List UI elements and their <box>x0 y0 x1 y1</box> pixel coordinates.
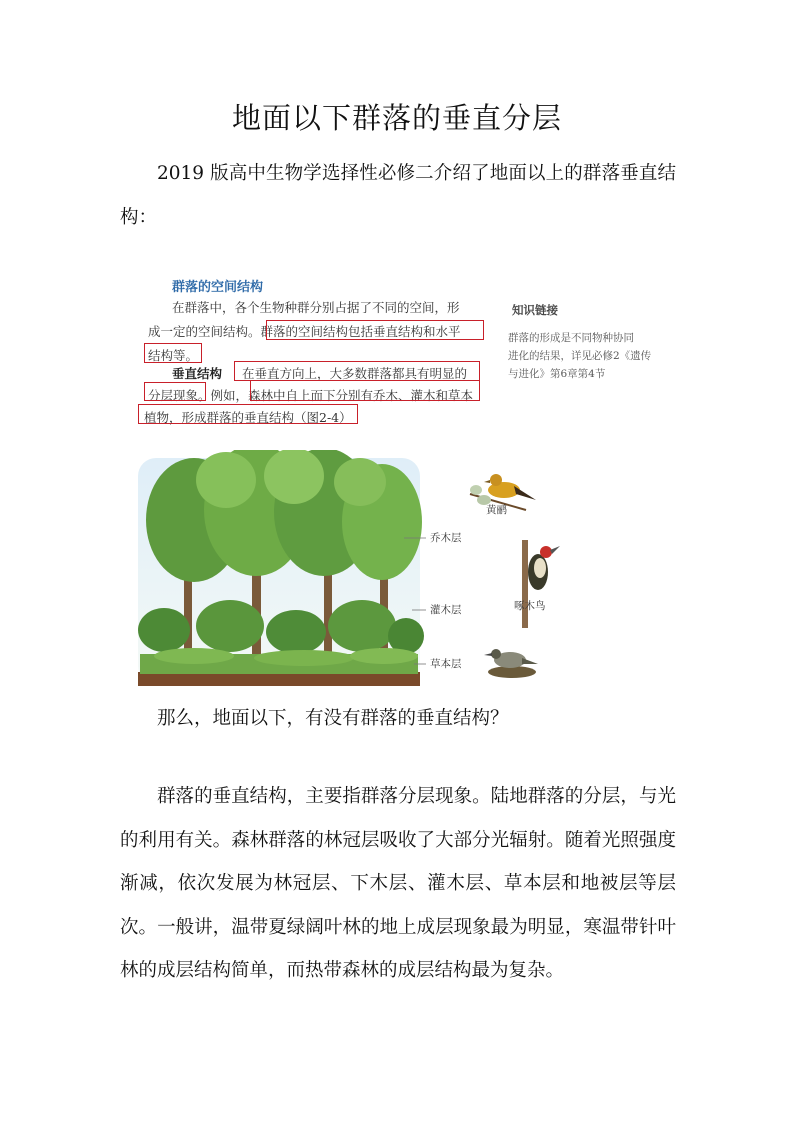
ground-bird-illustration <box>484 649 538 678</box>
figure-line: 在群落中，各个生物种群分别占据了不同的空间，形 <box>172 300 460 315</box>
herb-layer <box>140 648 418 674</box>
sidebar-line: 群落的形成是不同物种协同 <box>508 332 634 344</box>
document-title: 地面以下群落的垂直分层 <box>231 101 562 135</box>
intro-paragraph: 2019 版高中生物学选择性必修二介绍了地面以上的群落垂直结构： <box>120 163 676 228</box>
layer-label-shrub: 灌木层 <box>430 604 462 616</box>
figure-line: 结构等。 <box>148 348 199 363</box>
layer-label-tree: 乔木层 <box>430 532 462 544</box>
soil-strip <box>138 672 420 686</box>
bird-label-oriole: 黄鹂 <box>486 504 507 516</box>
woodpecker-illustration <box>522 540 560 628</box>
body-paragraph: 群落的垂直结构，主要指群落分层现象。陆地群落的分层，与光的利用有关。森林群落的林冠层吸收了大部分光辐射。随着光照强度渐减，依次发展为林冠层、下木层、灌木层、草本层和地被层等层次。一般讲，温带夏绿阔叶林的地上成层现象最为明显，寒温带针叶林的成层结构简单，而热带森林的成层结构最为复杂。 <box>120 786 676 981</box>
sidebar-line: 与进化》第6章第4节 <box>508 368 606 380</box>
highlight-box <box>144 382 206 401</box>
textbook-figure <box>134 270 652 702</box>
highlight-box <box>234 361 480 381</box>
figure-line: 成一定的空间结构。群落的空间结构包括垂直结构和水平 <box>148 324 461 339</box>
sidebar-line: 进化的结果，详见必修2《遗传 <box>508 350 652 362</box>
sidebar-title: 知识链接 <box>512 303 558 317</box>
figure-line: 植物，形成群落的垂直结构（图2-4） <box>144 410 352 425</box>
question-paragraph: 那么，地面以下，有没有群落的垂直结构？ <box>157 708 509 729</box>
tree-canopy <box>146 450 422 582</box>
figure-heading: 群落的空间结构 <box>172 280 264 295</box>
highlight-box <box>144 343 202 363</box>
highlight-box <box>138 404 358 424</box>
highlight-box <box>266 320 484 340</box>
figure-term: 垂直结构 <box>172 366 223 381</box>
figure-line: 在垂直方向上，大多数群落都具有明显的 <box>242 366 468 381</box>
highlight-box <box>250 380 480 401</box>
figure-line: 分层现象。例如，森林中自上而下分别有乔木、灌木和草本 <box>148 388 474 403</box>
forest-layers-illustration <box>134 450 564 690</box>
bird-label-woodpecker: 啄木鸟 <box>514 600 546 612</box>
layer-label-herb: 草本层 <box>430 658 462 670</box>
